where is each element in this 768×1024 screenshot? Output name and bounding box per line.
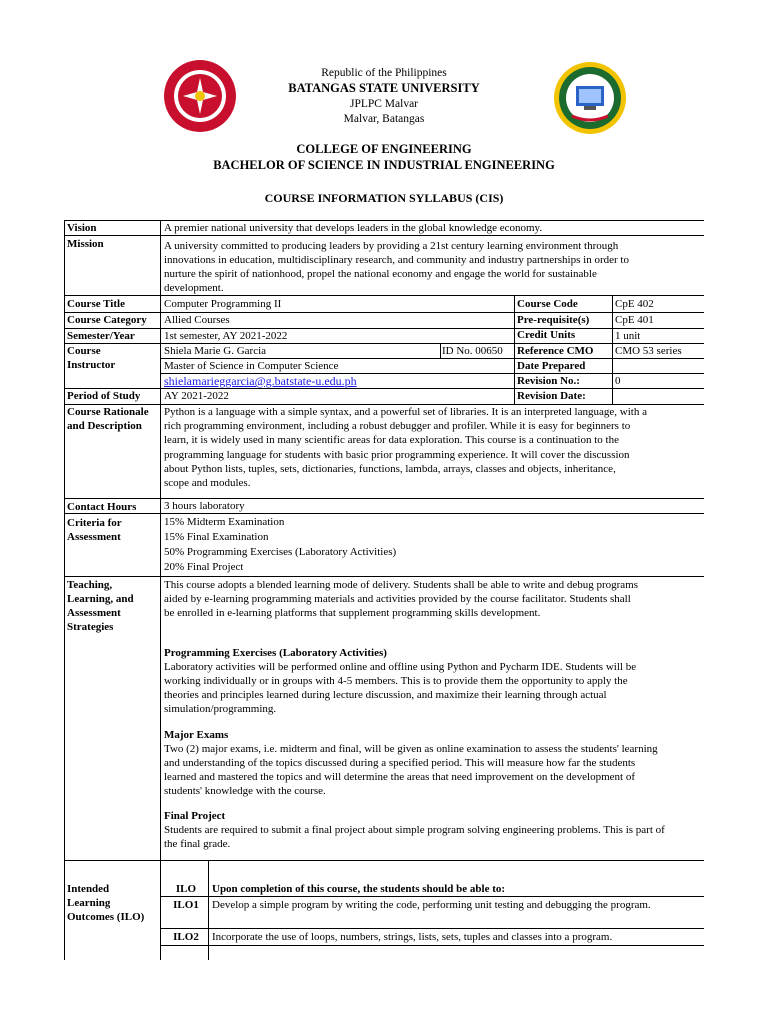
prerequisite-label: Pre-requisite(s)	[517, 314, 590, 326]
vision-text: A premier national university that develops leaders in the global knowledge economy.	[164, 222, 543, 234]
exercises-line-2: working individually or in groups with 4-5 members. This is to provide them the opportunity to apply the	[164, 675, 628, 687]
document-title: COURSE INFORMATION SYLLABUS (CIS)	[264, 191, 504, 205]
date-prepared-label: Date Prepared	[517, 360, 586, 372]
teaching-label-2: Learning, and	[67, 593, 134, 605]
ilo1-code: ILO1	[173, 899, 199, 911]
revision-date-label: Revision Date:	[517, 390, 586, 402]
rationale-line-5: about Python lists, tuples, sets, dictionaries, functions, lambda, arrays, classes and objects, inheritance,	[164, 463, 616, 475]
semester-label: Semester/Year	[67, 330, 135, 342]
rationale-label-2: and Description	[67, 420, 142, 432]
credit-units-label: Credit Units	[517, 329, 576, 341]
teaching-label-4: Strategies	[67, 621, 114, 633]
criteria-item-1: 15% Midterm Examination	[164, 516, 285, 528]
course-category-label: Course Category	[67, 314, 147, 326]
criteria-item-4: 20% Final Project	[164, 561, 244, 573]
semester-value: 1st semester, AY 2021-2022	[164, 330, 288, 342]
rationale-label-1: Course Rationale	[67, 406, 149, 418]
course-title-label: Course Title	[67, 298, 125, 310]
criteria-label-1: Criteria for	[67, 517, 122, 529]
instructor-email-link[interactable]: shielamarieggarcia@g.batstate-u.edu.ph	[164, 374, 357, 388]
rationale-line-6: scope and modules.	[164, 477, 251, 489]
exams-line-3: learned and mastered the topics and will determine the areas that need improvement on the development of	[164, 771, 635, 783]
teaching-intro-line-2: aided by e-learning programming materials and activities provided by the course facilitator. Students shall	[164, 593, 631, 605]
rationale-line-1: Python is a language with a simple syntax, and a powerful set of libraries. It is an interpreted language, with a	[164, 406, 647, 418]
exercises-line-1: Laboratory activities will be performed online and offline using Python and Pycharm IDE. Students will be	[164, 661, 637, 673]
exercises-line-3: theories and principles learned during lecture discussion, and maximize their learning through actual	[164, 689, 607, 701]
criteria-label-2: Assessment	[67, 531, 121, 543]
ilo1-text: Develop a simple program by writing the code, performing unit testing and debugging the program.	[212, 899, 651, 911]
course-category-value: Allied Courses	[164, 314, 230, 326]
ilo-label-3: Outcomes (ILO)	[67, 911, 145, 923]
course-code-label: Course Code	[517, 298, 578, 310]
syllabus-table	[64, 220, 704, 960]
ilo2-code: ILO2	[173, 931, 199, 943]
instructor-name: Shiela Marie G. Garcia	[164, 345, 267, 357]
college-name: COLLEGE OF ENGINEERING	[296, 142, 472, 156]
republic-line: Republic of the Philippines	[321, 67, 447, 79]
teaching-intro-line-3: be enrolled in e-learning platforms that supplement programming skills development.	[164, 607, 541, 619]
vision-label: Vision	[67, 222, 97, 234]
reference-cmo-value: CMO 53 series	[615, 345, 682, 357]
teaching-label-1: Teaching,	[67, 579, 113, 591]
rationale-line-3: learn, it is widely used in many scientific areas for data exploration. This course is a continuation to the	[164, 434, 619, 446]
criteria-item-3: 50% Programming Exercises (Laboratory Activities)	[164, 546, 397, 558]
revision-no-label: Revision No.:	[517, 375, 580, 387]
major-exams-title: Major Exams	[164, 729, 229, 741]
exams-line-4: students' knowledge with the course.	[164, 785, 326, 797]
exams-line-2: and understanding of the topics discussed during a specified period. This will measure how far the students	[164, 757, 636, 769]
revision-no-value: 0	[615, 375, 621, 387]
university-name: BATANGAS STATE UNIVERSITY	[288, 81, 480, 95]
ilo-label-2: Learning	[67, 897, 111, 909]
period-of-study-label: Period of Study	[67, 390, 141, 402]
instructor-degree: Master of Science in Computer Science	[164, 360, 339, 372]
rationale-line-4: programming language for students with basic prior programming experience. It will cover the discussion	[164, 449, 630, 461]
rationale-line-2: rich programming environment, including a robust debugger and profiler. While it is easy for beginners to	[164, 420, 631, 432]
teaching-intro-line-1: This course adopts a blended learning mode of delivery. Students shall be able to write and debug programs	[164, 579, 638, 591]
prerequisite-value: CpE 401	[615, 314, 654, 326]
project-line-1: Students are required to submit a final project about simple program solving engineering problems. This is part of	[164, 824, 665, 836]
criteria-item-2: 15% Final Examination	[164, 531, 269, 543]
contact-hours-value: 3 hours laboratory	[164, 500, 245, 512]
exams-line-1: Two (2) major exams, i.e. midterm and final, will be given as online examination to assess the students' learning	[164, 743, 658, 755]
teaching-label-3: Assessment	[67, 607, 121, 619]
campus-location: Malvar, Batangas	[343, 113, 425, 125]
exercises-line-4: simulation/programming.	[164, 703, 277, 715]
mission-label: Mission	[67, 238, 104, 250]
mission-line-1: A university committed to producing leaders by providing a 21st century learning environment through	[164, 240, 619, 252]
course-instructor-label-1: Course	[67, 345, 101, 357]
ilo-header-code: ILO	[175, 883, 197, 895]
credit-units-value: 1 unit	[615, 330, 641, 342]
ilo2-text: Incorporate the use of loops, numbers, strings, lists, sets, tuples and classes into a program.	[212, 931, 613, 943]
course-code-value: CpE 402	[615, 298, 654, 310]
ilo-label-1: Intended	[67, 883, 110, 895]
mission-line-2: innovations in education, multidisciplinary research, and community and industry partnerships in order to	[164, 254, 629, 266]
course-instructor-label-2: Instructor	[67, 359, 116, 371]
project-line-2: the final grade.	[164, 838, 231, 850]
program-name: BACHELOR OF SCIENCE IN INDUSTRIAL ENGINEERING	[213, 158, 555, 172]
period-of-study-value: AY 2021-2022	[164, 390, 229, 402]
ilo-header-text: Upon completion of this course, the students should be able to:	[212, 883, 506, 895]
reference-cmo-label: Reference CMO	[517, 345, 594, 357]
instructor-id: ID No. 00650	[442, 345, 503, 357]
campus-name: JPLPC Malvar	[349, 98, 419, 110]
course-title-value: Computer Programming II	[164, 298, 282, 310]
mission-line-3: nurture the spirit of nationhood, propel the national economy and engage the world for sustainable	[164, 268, 597, 280]
final-project-title: Final Project	[164, 810, 226, 822]
mission-line-4: development.	[164, 282, 224, 294]
contact-hours-label: Contact Hours	[67, 501, 137, 513]
exercises-title: Programming Exercises (Laboratory Activities)	[164, 647, 387, 659]
